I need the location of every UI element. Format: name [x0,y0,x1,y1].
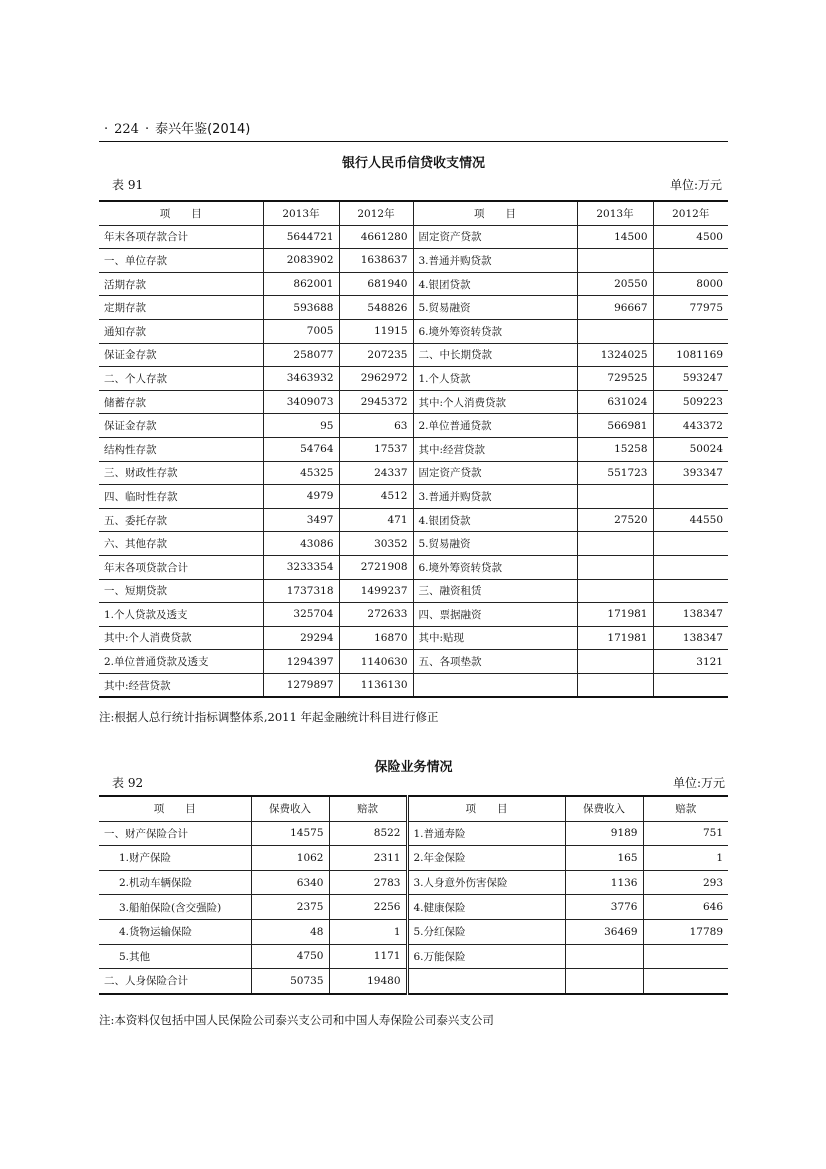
table91-item-cell: 3.普通并购贷款 [413,249,577,273]
table91-item-cell: 5.贸易融资 [413,296,577,320]
table91-value-cell: 681940 [339,272,413,296]
table92-title: 保险业务情况 [374,760,453,775]
table91-value-cell: 45325 [263,461,339,485]
table91-item-cell: 六、其他存款 [99,532,263,556]
page-number: 224 [114,122,139,137]
table91-value-cell: 5644721 [263,225,339,249]
table91-value-cell: 3409073 [263,390,339,414]
table92-value-cell: 14575 [251,821,329,846]
table91-item-cell: 其中:经营贷款 [413,437,577,461]
table92-value-cell: 2256 [329,895,407,920]
table91-value-cell: 862001 [263,272,339,296]
table91-value-cell: 138347 [653,626,728,650]
table92-row [99,895,728,920]
table92-col-claims: 赔款 [329,796,407,821]
table92-item-cell: 2.年金保险 [407,846,565,871]
table92-value-cell: 293 [643,870,728,895]
table91-item-cell: 二、中长期贷款 [413,343,577,367]
table92-value-cell: 1136 [565,870,643,895]
table92-item-cell: 4.货物运输保险 [99,919,251,944]
table91-value-cell: 50024 [653,437,728,461]
table91-unit: 单位:万元 [669,178,722,192]
table91-value-cell: 24337 [339,461,413,485]
table91-value-cell: 593688 [263,296,339,320]
header-dot: · [144,122,150,137]
table91-value-cell: 593247 [653,367,728,391]
table91-row [99,461,728,485]
table91 [99,200,728,698]
table91-item-cell: 5.贸易融资 [413,532,577,556]
table91-value-cell [577,650,653,674]
table91-value-cell [577,673,653,697]
table91-value-cell: 207235 [339,343,413,367]
table91-value-cell: 471 [339,508,413,532]
table91-row [99,555,728,579]
table92-row [99,846,728,871]
table91-value-cell: 1136130 [339,673,413,697]
table91-note: 注:根据人总行统计指标调整体系,2011 年起金融统计科目进行修正 [99,710,439,724]
table91-value-cell [577,532,653,556]
table92-col-item: 项 目 [99,796,251,821]
table91-value-cell: 1081169 [653,343,728,367]
table91-value-cell: 4500 [653,225,728,249]
table92-value-cell: 19480 [329,969,407,994]
table91-row [99,508,728,532]
table91-item-cell: 4.银团贷款 [413,508,577,532]
table92-value-cell: 2311 [329,846,407,871]
table91-item-cell: 储蓄存款 [99,390,263,414]
header-dot: · [104,122,109,137]
table91-item-cell: 6.境外筹资转贷款 [413,555,577,579]
table91-value-cell: 77975 [653,296,728,320]
table92-value-cell [643,944,728,969]
table92 [99,795,728,995]
table92-row [99,870,728,895]
table91-row [99,343,728,367]
table92-label: 表 92 [112,776,144,790]
table92-header-row [99,796,728,821]
table91-item-cell: 1.个人贷款及透支 [99,603,263,627]
table91-value-cell [577,579,653,603]
table92-col-premium: 保费收入 [565,796,643,821]
table92-value-cell: 165 [565,846,643,871]
table91-row [99,673,728,697]
table92-value-cell: 2783 [329,870,407,895]
table91-value-cell [653,319,728,343]
table91-item-cell: 活期存款 [99,272,263,296]
table91-value-cell: 325704 [263,603,339,627]
table91-item-cell: 定期存款 [99,296,263,320]
table91-value-cell: 16870 [339,626,413,650]
table91-row [99,579,728,603]
table91-item-cell: 二、个人存款 [99,367,263,391]
table92-value-cell: 646 [643,895,728,920]
table92-value-cell: 1171 [329,944,407,969]
table91-item-cell: 其中:经营贷款 [99,673,263,697]
table91-label: 表 91 [112,178,144,192]
table92-value-cell: 48 [251,919,329,944]
table91-item-cell [413,673,577,697]
table91-item-cell: 2.单位普通贷款 [413,414,577,438]
table92-row [99,944,728,969]
table91-item-cell: 保证金存款 [99,343,263,367]
table92-value-cell: 6340 [251,870,329,895]
table92-item-cell: 二、人身保险合计 [99,969,251,994]
table91-value-cell: 631024 [577,390,653,414]
table91-value-cell: 1279897 [263,673,339,697]
table91-value-cell: 2945372 [339,390,413,414]
table91-value-cell: 11915 [339,319,413,343]
table91-value-cell [653,673,728,697]
table91-value-cell [577,485,653,509]
header-rule [99,141,728,142]
table91-value-cell: 15258 [577,437,653,461]
table91-item-cell: 固定资产贷款 [413,461,577,485]
table91-value-cell: 171981 [577,603,653,627]
table91-item-cell: 年末各项存款合计 [99,225,263,249]
table91-header-row [99,201,728,225]
table91-value-cell: 30352 [339,532,413,556]
table91-value-cell: 2083902 [263,249,339,273]
table91-value-cell: 29294 [263,626,339,650]
table91-value-cell: 1737318 [263,579,339,603]
table91-item-cell: 年末各项贷款合计 [99,555,263,579]
table91-col-2013: 2013年 [577,201,653,225]
table92-value-cell: 1062 [251,846,329,871]
table91-value-cell: 272633 [339,603,413,627]
table91-value-cell [577,555,653,579]
table91-value-cell: 548826 [339,296,413,320]
table91-value-cell: 2721908 [339,555,413,579]
table92-value-cell: 751 [643,821,728,846]
table92-item-cell [407,969,565,994]
table91-item-cell: 五、委托存款 [99,508,263,532]
table91-row [99,414,728,438]
table92-item-cell: 一、财产保险合计 [99,821,251,846]
table91-value-cell: 1140630 [339,650,413,674]
table91-value-cell: 729525 [577,367,653,391]
table91-value-cell [653,249,728,273]
table91-value-cell: 443372 [653,414,728,438]
table92-value-cell [565,969,643,994]
table91-value-cell [653,555,728,579]
table91-value-cell: 1499237 [339,579,413,603]
table92-item-cell: 3.人身意外伤害保险 [407,870,565,895]
table91-item-cell: 3.普通并购贷款 [413,485,577,509]
table91-item-cell: 其中:贴现 [413,626,577,650]
table91-item-cell: 其中:个人消费贷款 [413,390,577,414]
table92-row [99,919,728,944]
table92-item-cell: 1.普通寿险 [407,821,565,846]
table91-row [99,367,728,391]
table91-title: 银行人民币信贷收支情况 [341,156,485,171]
table92-value-cell: 36469 [565,919,643,944]
table92-row [99,969,728,994]
table91-value-cell: 14500 [577,225,653,249]
table92-item-cell: 5.其他 [99,944,251,969]
table91-item-cell: 四、票据融资 [413,603,577,627]
table91-row [99,319,728,343]
table91-value-cell: 1294397 [263,650,339,674]
table92-value-cell: 9189 [565,821,643,846]
table91-col-2012: 2012年 [653,201,728,225]
table92-value-cell: 50735 [251,969,329,994]
table91-col-item: 项 目 [413,201,577,225]
table92-note: 注:本资料仅包括中国人民保险公司泰兴支公司和中国人寿保险公司泰兴支公司 [99,1013,494,1027]
table91-item-cell: 通知存款 [99,319,263,343]
table91-value-cell: 8000 [653,272,728,296]
table91-value-cell: 95 [263,414,339,438]
table92-value-cell: 3776 [565,895,643,920]
table91-value-cell: 3497 [263,508,339,532]
table91-value-cell [577,319,653,343]
table91-row [99,296,728,320]
table91-item-cell: 四、临时性存款 [99,485,263,509]
table91-value-cell: 3233354 [263,555,339,579]
table91-row [99,225,728,249]
table92-item-cell: 2.机动车辆保险 [99,870,251,895]
table91-item-cell: 三、融资租赁 [413,579,577,603]
page-header [104,118,250,137]
table91-value-cell: 7005 [263,319,339,343]
table92-value-cell: 2375 [251,895,329,920]
table91-value-cell [653,579,728,603]
table91-value-cell: 27520 [577,508,653,532]
table91-value-cell: 96667 [577,296,653,320]
table92-col-premium: 保费收入 [251,796,329,821]
table91-item-cell: 三、财政性存款 [99,461,263,485]
table91-value-cell: 138347 [653,603,728,627]
table91-value-cell: 4979 [263,485,339,509]
table92-unit: 单位:万元 [672,776,725,790]
table92-col-claims: 赔款 [643,796,728,821]
table91-value-cell: 1324025 [577,343,653,367]
table91-item-cell: 2.单位普通贷款及透支 [99,650,263,674]
table91-item-cell: 五、各项垫款 [413,650,577,674]
table92-value-cell: 17789 [643,919,728,944]
table91-col-2013: 2013年 [263,201,339,225]
table92-value-cell [643,969,728,994]
table92-item-cell: 6.万能保险 [407,944,565,969]
table91-value-cell: 171981 [577,626,653,650]
table91-item-cell: 一、单位存款 [99,249,263,273]
table91-row [99,437,728,461]
table92-row [99,821,728,846]
table91-value-cell: 4661280 [339,225,413,249]
table92-value-cell: 1 [643,846,728,871]
table91-value-cell: 2962972 [339,367,413,391]
table91-value-cell [577,249,653,273]
table91-col-item: 项 目 [99,201,263,225]
table91-value-cell: 43086 [263,532,339,556]
table91-value-cell: 20550 [577,272,653,296]
table91-value-cell: 1638637 [339,249,413,273]
table91-value-cell [653,532,728,556]
table91-value-cell: 4512 [339,485,413,509]
table91-row [99,532,728,556]
table91-value-cell: 3463932 [263,367,339,391]
table91-row [99,603,728,627]
table91-value-cell: 566981 [577,414,653,438]
table92-item-cell: 5.分红保险 [407,919,565,944]
table92-value-cell [565,944,643,969]
table91-item-cell: 固定资产贷款 [413,225,577,249]
table91-value-cell: 17537 [339,437,413,461]
table91-value-cell [653,485,728,509]
table91-row [99,485,728,509]
table91-item-cell: 一、短期贷款 [99,579,263,603]
table92-item-cell: 4.健康保险 [407,895,565,920]
table92-value-cell: 8522 [329,821,407,846]
table91-item-cell: 6.境外筹资转贷款 [413,319,577,343]
table91-row [99,249,728,273]
table91-value-cell: 54764 [263,437,339,461]
table91-row [99,650,728,674]
table91-item-cell: 1.个人贷款 [413,367,577,391]
table91-value-cell: 3121 [653,650,728,674]
table91-value-cell: 551723 [577,461,653,485]
table91-item-cell: 结构性存款 [99,437,263,461]
table92-item-cell: 1.财产保险 [99,846,251,871]
table91-item-cell: 保证金存款 [99,414,263,438]
table91-col-2012: 2012年 [339,201,413,225]
table91-row [99,390,728,414]
table91-item-cell: 其中:个人消费贷款 [99,626,263,650]
table91-value-cell: 63 [339,414,413,438]
table91-item-cell: 4.银团贷款 [413,272,577,296]
table92-col-item: 项 目 [407,796,565,821]
table92-value-cell: 4750 [251,944,329,969]
table91-value-cell: 393347 [653,461,728,485]
table92-value-cell: 1 [329,919,407,944]
table91-row [99,626,728,650]
table91-row [99,272,728,296]
table91-value-cell: 258077 [263,343,339,367]
table92-item-cell: 3.船舶保险(含交强险) [99,895,251,920]
table91-value-cell: 44550 [653,508,728,532]
book-title: 泰兴年鉴(2014) [155,122,251,137]
table91-value-cell: 509223 [653,390,728,414]
